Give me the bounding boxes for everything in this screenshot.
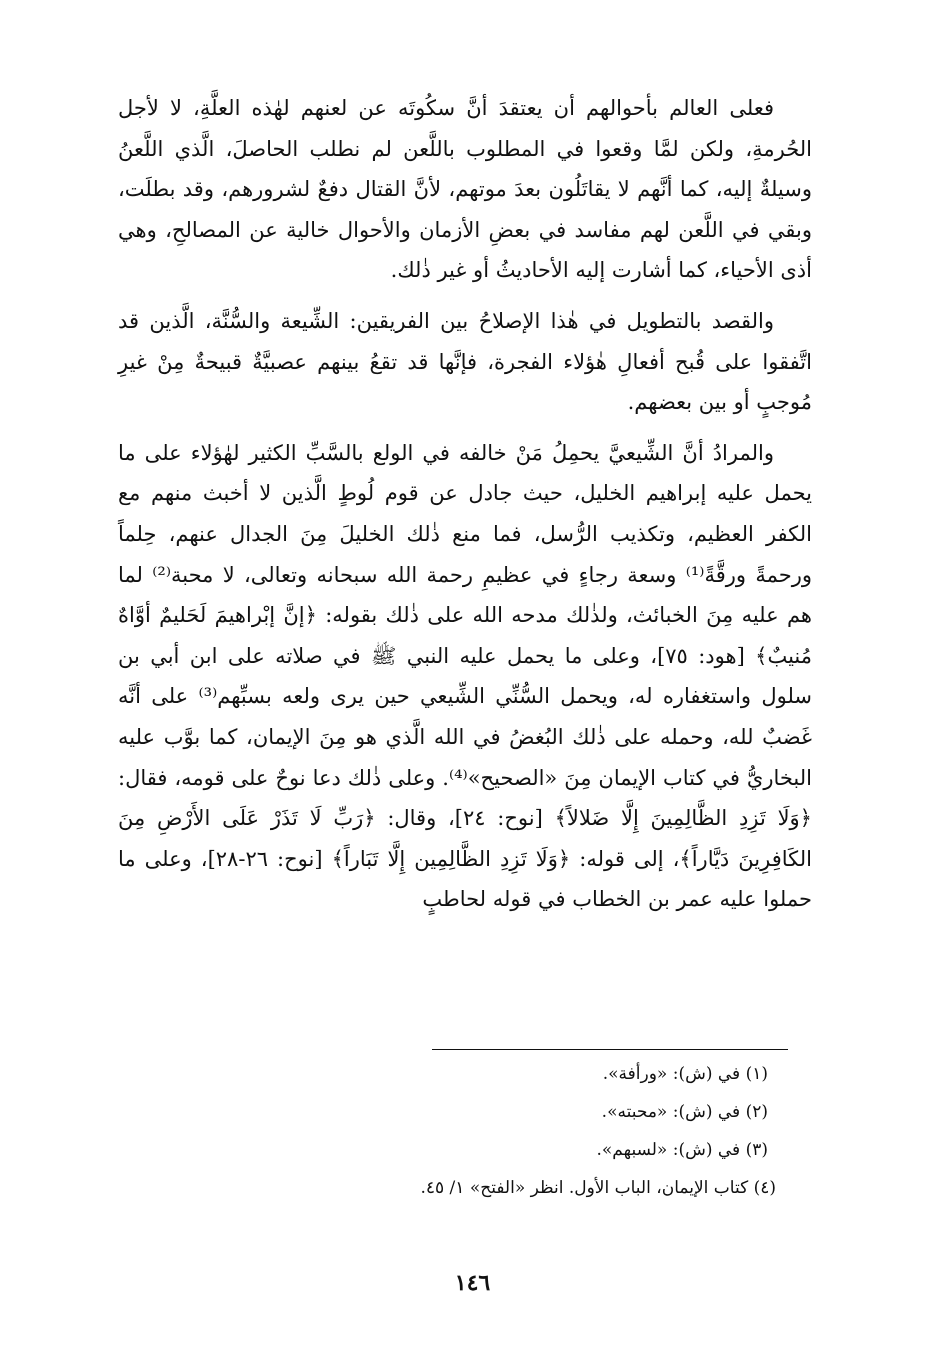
paragraph: والمرادُ أنَّ الشِّيعيَّ يحمِلُ مَنْ خالفه في الولع بالسَّبِّ الكثير لهٰؤلاء على ما يحمل عليه إبراهيم الخليل، حيث جادل عن قوم لُوطٍ الَّذين لا أخبث منهم مع الكفر العظيم، وتكذيب الرُّسل، فما منع ذٰلك الخليلَ مِنَ الجدال عنهم، حِلماً ورحمةً ورقَّةً⁽¹⁾ وسعة رجاءٍ في عظيمِ رحمة الله سبحانه وتعالى، لا محبة⁽²⁾ لما هم عليه مِنَ الخبائث، ولذٰلك مدحه الله على ذٰلك بقوله: ﴿إنَّ إبْراهيمَ لَحَليمٌ أوَّاهٌ مُنيبٌ﴾ [هود: ٧٥]، وعلى ما يحمل عليه النبي ﷺ في صلاته على ابن أبي بن سلول واستغفاره له، ويحمل السُّنِّي الشِّيعي حين يرى ولعه بسبِّهم⁽³⁾ على أنَّه غَضبٌ لله، وحمله على ذٰلك البُغضُ في الله الَّذي هو مِنَ الإيمان، كما بوَّب عليه البخاريُّ في كتاب الإيمان مِنَ «الصحيح»⁽⁴⁾. وعلى ذٰلك دعا نوحٌ على قومه، فقال: ﴿وَلَا تَزِدِ الظَّالِمِينَ إِلَّا ضَلالاً﴾ [نوح: ٢٤]، وقال: ﴿رَبِّ لَا تَذَرْ عَلَى الأَرْضِ مِنَ الكَافِرِينَ دَيَّاراً﴾، إلى قوله: ﴿وَلَا تَزِدِ الظَّالِمِين إِلَّا تَبَاراً﴾ [نوح: ٢٦-٢٨]، وعلى ما حملوا عليه عمر بن الخطاب في قوله لحاطبٍ [118, 440, 813, 912]
footnote: (١) في (ش): «ورأفة». [602, 1064, 768, 1084]
footnote-divider [432, 1049, 788, 1050]
main-text [118, 88, 812, 920]
footnote: (٢) في (ش): «محبته». [601, 1102, 768, 1122]
footnote: (٤) كتاب الإيمان، الباب الأول. انظر «الفتح» ١/ ٤٥. [420, 1178, 776, 1198]
paragraph: فعلى العالم بأحوالهم أن يعتقدَ أنَّ سكُوتَه عن لعنهم لهٰذه العلَّةِ، لا لأجل الحُرمةِ، ولكن لمَّا وقعوا في المطلوب باللَّعن لم نطلب الحاصلَ، الَّذي اللَّعنُ وسيلةٌ إليه، كما أنَّهم لا يقاتَلُون بعدَ موتهم، لأنَّ القتال دفعٌ لشرورهم، وقد بطلَت، وبقي في اللَّعن لهم مفاسد في بعضِ الأزمان والأحوال خالية عن المصالحِ، وهي أذى الأحياء، كما أشارت إليه الأحاديثُ أو غير ذٰلك. [118, 96, 812, 283]
footnote: (٣) في (ش): «لسبهم». [596, 1140, 768, 1160]
footnotes [200, 1055, 776, 1207]
paragraph: والقصد بالتطويل في هٰذا الإصلاحُ بين الفريقين: الشِّيعة والسُّنَّة، الَّذين قد اتَّفقوا على قُبح أفعالِ هٰؤلاء الفجرة، فإنَّها قد تقعُ بينهم عصبيَّةٌ قبيحةٌ مِنْ غيرِ مُوجبٍ أو بين بعضهم. [118, 308, 812, 415]
page-number: ١٤٦ [454, 1270, 491, 1296]
